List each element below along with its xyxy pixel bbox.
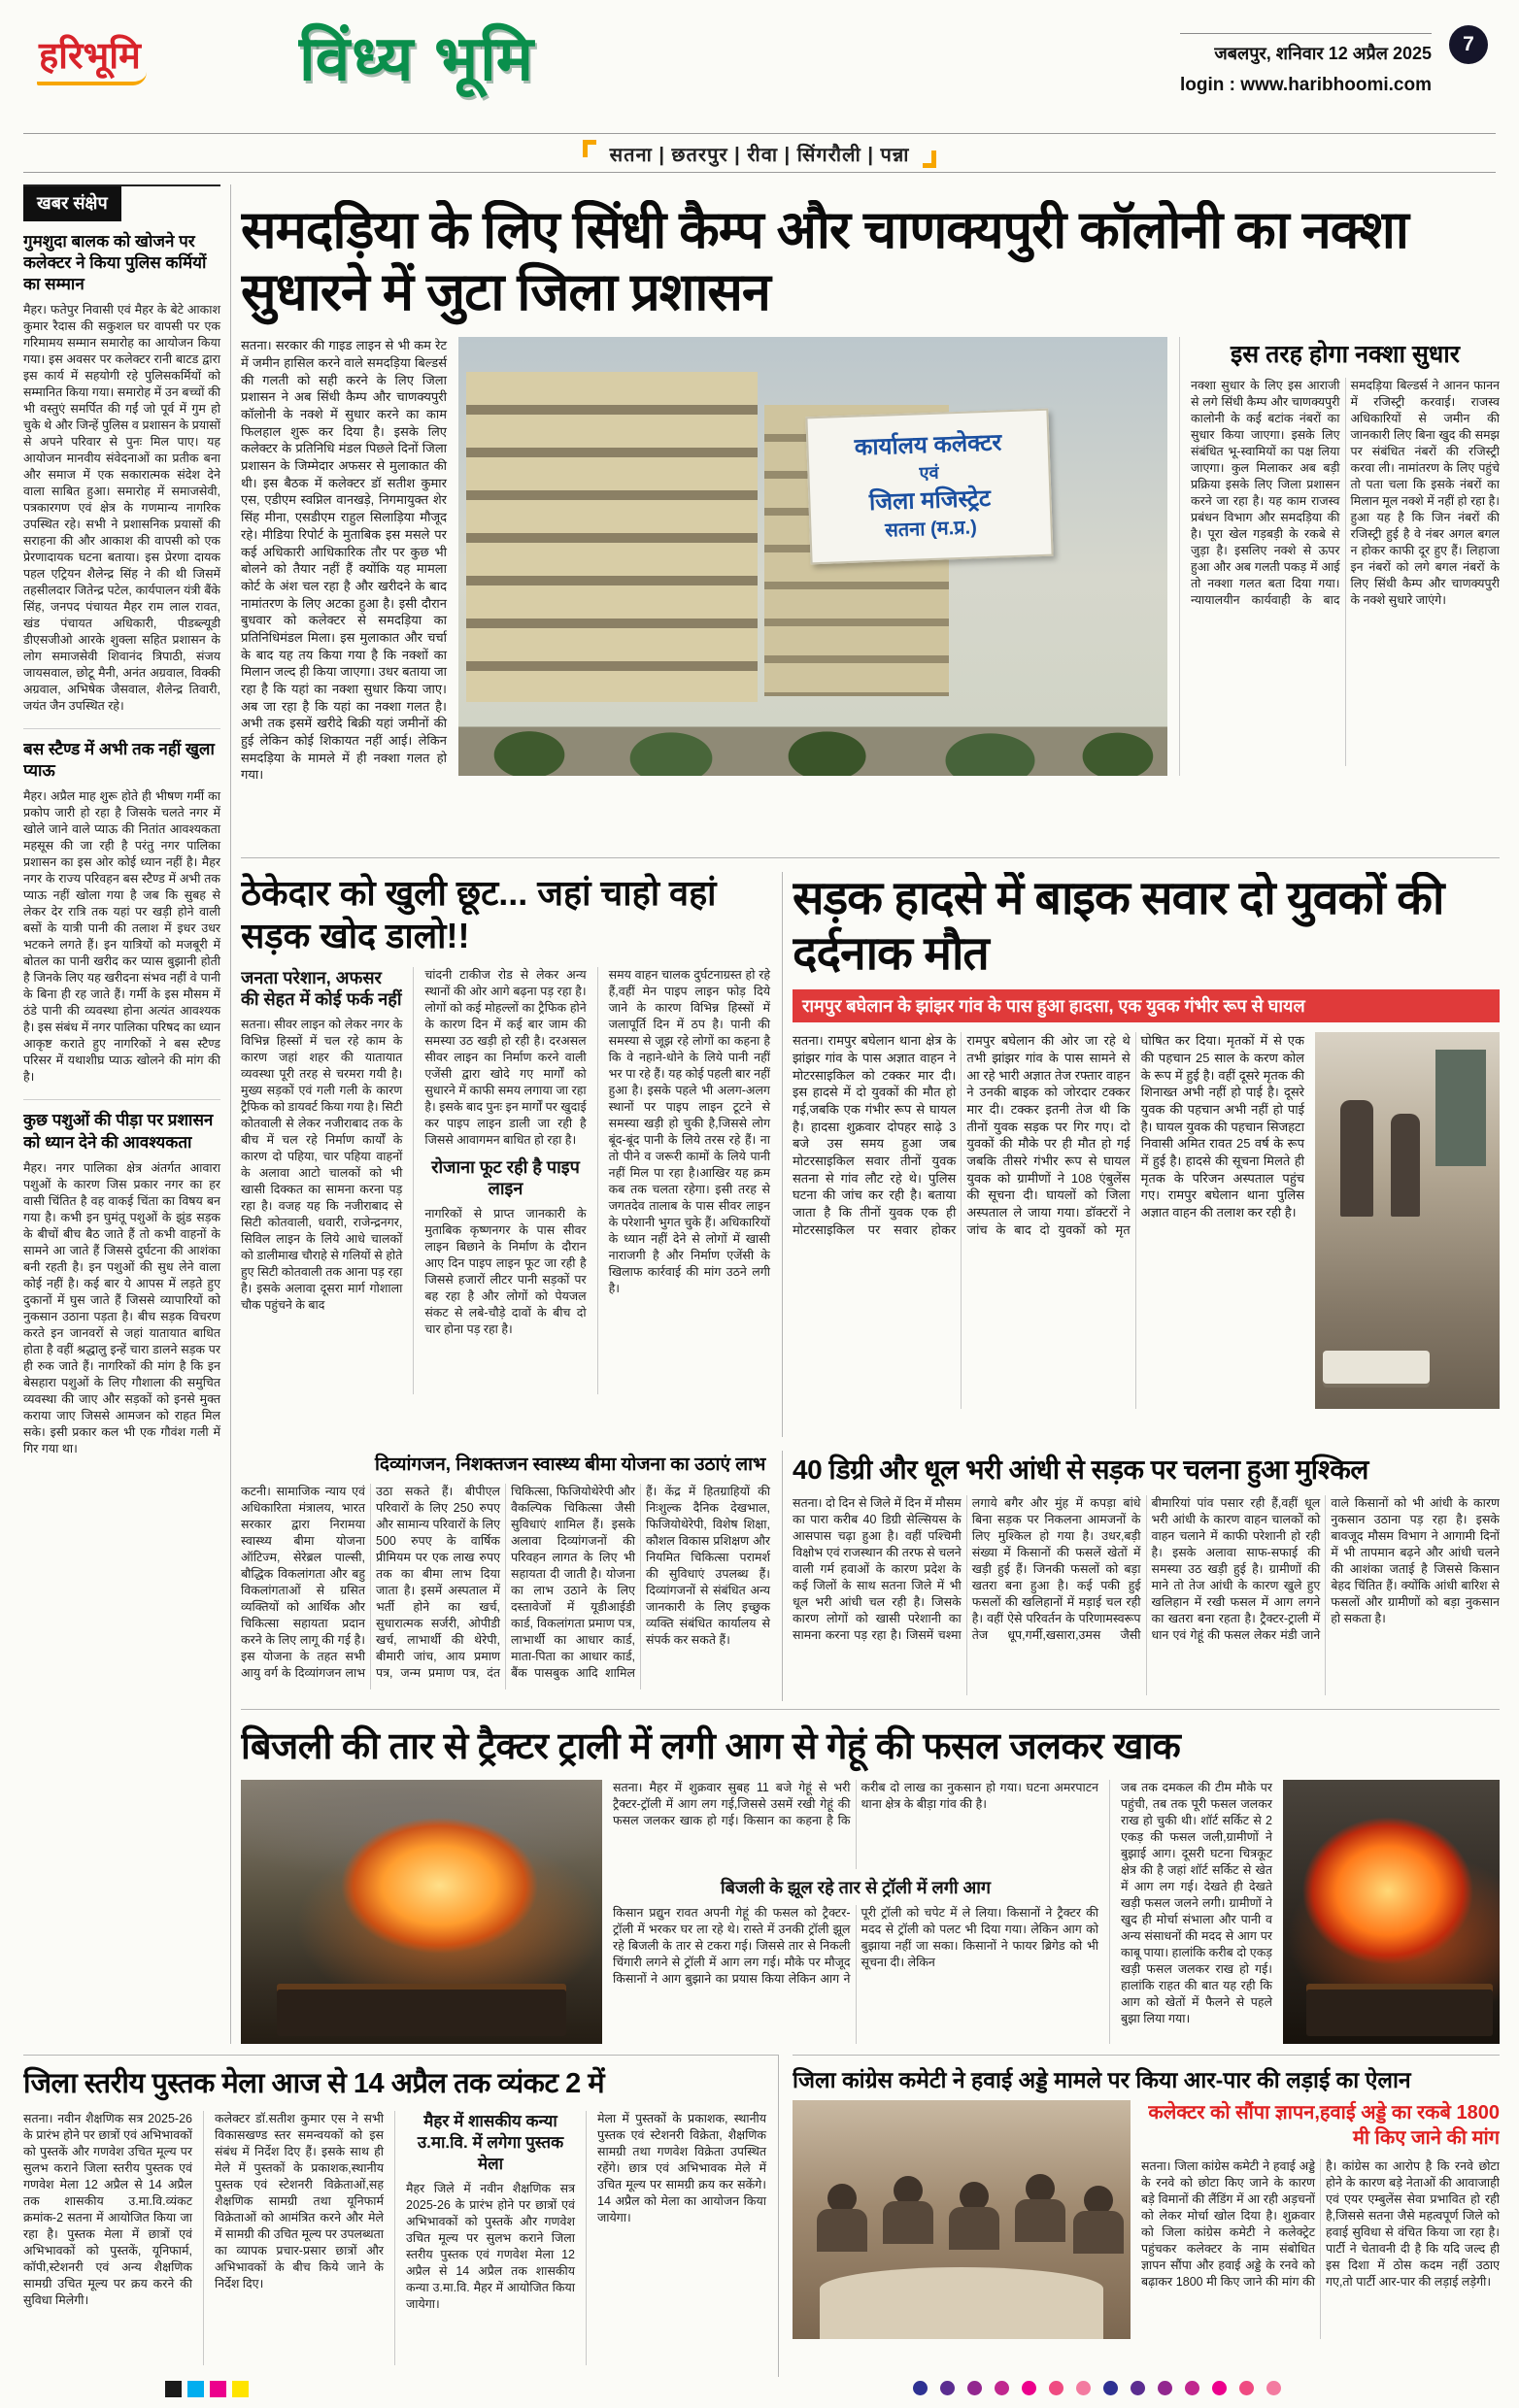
registration-dot	[1022, 2381, 1036, 2395]
registration-square	[210, 2381, 226, 2397]
bushes-shape	[458, 706, 1167, 776]
fire-content	[241, 1780, 1500, 2044]
heatwave-story	[793, 1451, 1500, 1701]
column-1	[241, 967, 402, 1394]
road-dig-subhead-2: रोजाना फूट रही है पाइप लाइन	[431, 1156, 580, 1199]
road-dig-body-3: समय वाहन चालक दुर्घटनाग्रस्त हो रहे हैं,वहीं मेन पाइप लाइन फोड़ दिये जाने के कारण विभिन्न हिस्सों में जलापूर्ति दिन में ठप है। पानी की समस्या से जूझ रहे लोगों का कहना है कि वे नहाने-धोने के लिये पानी नहीं भर पा रहे हैं। यह कोई पहली बार नहीं हुआ है। इसके पहले भी अलग-अलग स्थानों पर पाइप लाइन टूटने से समस्या खड़ी हो चुकी है,जिससे लोग बूंद-बूंद पानी के लिये तरस रहे हैं। ना तो पीने व जरूरी कामों के लिये पानी नहीं मिल पा रहा है।आखिर यह क्रम कब तक चलता रहेगा। इसी तरह से जगतदेव तालाब के पास सीवर लाइन के परेशानी भुगत चुके हैं। अधिकारियों के ध्यान नहीं देने से लोगों में खासी नाराजगी है और निर्माण एजेंसी के खिलाफ कार्रवाई की मांग उठने लगी है।	[608, 967, 770, 1295]
substory-headline: इस तरह होगा नक्शा सुधार	[1231, 341, 1460, 369]
brief-body: मैहर। फतेपुर निवासी एवं मैहर के बेटे आकाश कुमार रैदास की सकुशल घर वापसी पर एक गरिमामय सम्मान समारोह का आयोजन किया गया। इस अवसर पर कलेक्टर रानी बाटड द्वारा इस कार्य में सहयोगी रहे पुलिसकर्मियों को सम्मानित किया गया। समारोह में उन बच्चों की भी वस्तुएं समर्पित की गईं जो पूर्व में गुम हो चुके थे और जिन्हें पुलिस व प्रशासन के प्रयासों से अपने परिवार से पुनः मिल पाए। यह आयोजन मानवीय संवेदनाओं का प्रतीक बना और समाज में एक सकारात्मक संदेश देने वाला साबित हुआ। समारोह में समाजसेवी, पत्रकारगण एवं क्षेत्र के गणमान्य नागरिक उपस्थित रहे। सभी ने प्रशासनिक प्रयासों की सराहना की और आकाश की वापसी को एक प्रेरणादायक घटना बताया। इस प्रेरणा दायक पहल एट्रियन शैलेन्द्र सिंह ने की थी जिसमें तहसीलदार जितेन्द्र पटेल, कार्यपालन यंत्री बैंके सिंह, जनपद पंचायत मैहर राम लाल रावत, खंड पंचायत अधिकारी, पीडब्ल्यूडी डीएसजीओ आरके शुक्ला सहित प्रशासन के लोग समाजसेवी शिवानंद त्रिपाठी, संजय जायसवाल, छोटू मैनी, अनंत अग्रवाल, विक्की अग्रवाल, अभिषेक जैसवाल, शैलेन्द्र तिवारी, जयंत जैन उपस्थित रहे।	[23, 303, 220, 714]
registration-dot	[1076, 2381, 1091, 2395]
person-silhouette	[817, 2209, 867, 2252]
registration-dot	[1158, 2381, 1172, 2395]
congress-right	[1141, 2100, 1500, 2339]
insurance-story	[241, 1451, 783, 1701]
registration-dot	[967, 2381, 982, 2395]
road-dig-headline: ठेकेदार को खुली छूट... जहां चाहो वहां सड़क खोद डालो!!	[241, 873, 717, 955]
color-dots	[913, 2381, 1281, 2395]
road-dig-body-2b: नागरिकों से प्राप्त जानकारी के मुताबिक कृष्णनगर के पास सीवर लाइन बिछाने के निर्माण के दौरान आए दिन पाइप लाइन फूट जा रही है जिससे हजारों लीटर पानी सड़कों पर बह रहा है और लोगों को पेयजल संकट से लबे-चौड़े दावों के बीच दो चार होना पड़ रहा है।	[424, 1206, 587, 1336]
road-dig-subhead-1: जनता परेशान, अफसर की सेहत में कोई फर्क नहीं	[241, 967, 402, 1010]
brief-headline: बस स्टैण्ड में अभी तक नहीं खुला प्याऊ	[23, 740, 215, 781]
registration-dot	[913, 2381, 928, 2395]
column-1	[23, 2111, 192, 2365]
news-briefs-column	[23, 184, 231, 2044]
road-dig-columns	[241, 967, 770, 1394]
fire-body-1: सतना। मैहर में शुक्रवार सुबह 11 बजे गेहूं से भरी ट्रैक्टर-ट्रॉली में आग लग गई,जिससे उसमें रखी गेहूं की फसल जलकर खाक हो गई। किसान का कहना है कि करीब दो लाख का नुकसान हो गया। घटना अमरपाटन थाना क्षेत्र के बीड़ा गांव की है।	[613, 1781, 1098, 1827]
brief-headline: गुमशुदा बालक को खोजने पर कलेक्टर ने किया पुलिस कर्मियों का सम्मान	[23, 232, 207, 294]
fire-text-middle	[613, 1780, 1098, 2044]
substory-body: नक्शा सुधार के लिए इस आराजी से लगे सिंधी कैम्प और चाणक्यपुरी कालोनी के कई बटांक नंबरों का सुधार किया जाएगा। इसके लिए संबंधित भू-स्वामियों का पक्ष लिया जाएगा। कुल मिलाकर अब बड़ी प्रक्रिया इसके लिए जिला प्रशासन करने जा रहा है। यह काम राजस्व प्रबंधन विभाग और समदड़िया की है। पूरा खेल गड़बड़ी के रकबे से जुड़ा है। इसलिए नक्शे से ऊपर हुआ और अब गलती पकड़ में आई तो नक्शा गलत बता दिया गया। न्यायालयीन कार्यवाही के बाद समदड़िया बिल्डर्स ने आनन फानन में रजिस्ट्री करवाई। राजस्व अधिकारियों से जमीन की जानकारी लिए बिना खुद की समझ पर संबंधित नंबरों की रजिस्ट्री करवा ली। नामांतरण के लिए पहुंचे तो पता चला कि इसके नंबरों का मिलान मूल नक्शे में नहीं हो रहा है। हुआ यह है कि जिन नंबरों की रजिस्ट्री हुई है वे नंबर अगल बगल न होकर काफी दूर हुए हैं। लिहाजा इन नंबरों को लगे बगल नंबरों के लिए सिंधी कैम्प और चाणक्यपुरी के नक्शे सुधारे जाएंगे।	[1191, 379, 1500, 608]
column-4	[586, 2111, 766, 2365]
insurance-body: कटनी। सामाजिक न्याय एवं अधिकारिता मंत्रालय, भारत सरकार द्वारा निरामया स्वास्थ्य बीमा योजना ऑटिज्म, सेरेब्रल पाल्सी, बौद्धिक विकलांगता और बहु विकलांगताओं से ग्रसित व्यक्तियों को आर्थिक और चिकित्सा सहायता प्रदान करने के लिए लागू की गई है। इस योजना के तहत सभी आयु वर्ग के दिव्यांगजन लाभ उठा सकते हैं। बीपीएल परिवारों के लिए 250 रुपए और सामान्य परिवारों के लिए 500 रुपए के वार्षिक प्रीमियम पर एक लाख रुपए तक का बीमा लाभ दिया जाता है। इसमें अस्पताल में भर्ती होने का खर्च, सुधारात्मक सर्जरी, ओपीडी खर्च, लाभार्थी की थेरेपी, बीमारी जांच, आय प्रमाण पत्र, जन्म प्रमाण पत्र, दंत चिकित्सा, फिजियोथेरेपी और वैकल्पिक चिकित्सा जैसी सुविधाएं शामिल हैं। इसके अलावा दिव्यांगजनों की परिवहन लागत के लिए भी सहायता दी जाती है। योजना का लाभ उठाने के लिए दस्तावेजों में यूडीआईडी कार्ड, विकलांगता प्रमाण पत्र, लाभार्थी का आधार कार्ड, माता-पिता का आधार कार्ड, बैंक पासबुक आदि शामिल हैं। केंद्र में हितग्राहियों की निःशुल्क दैनिक देखभाल, फिजियोथेरेपी, विशेष शिक्षा, कौशल विकास प्रशिक्षण और नियमित चिकित्सा परामर्श की सुविधाएं उपलब्ध हैं। दिव्यांगजनों से संबंधित अन्य जानकारी के लिए इच्छुक व्यक्ति संबंधित कार्यालय से संपर्क कर सकते हैं।	[241, 1485, 770, 1680]
book-fair-subhead: मैहर में शासकीय कन्या उ.मा.वि. में लगेगा पुस्तक मेला	[417, 2112, 564, 2174]
congress-content	[793, 2100, 1500, 2339]
book-fair-body-4: मेला में पुस्तकों के प्रकाशक, स्थानीय पुस्तक एवं स्टेशनरी विक्रेता, शैक्षणिक सामग्री तथा गणवेश विक्रेता उपस्थित रहेंगे। छात्र एवं अभिभावक मेले में उचित मूल्य पर सामग्री क्रय कर सकेंगे। 14 अप्रैल को मेला का आयोजन किया जायेगा।	[597, 2112, 766, 2224]
fire-body-2: किसान प्रद्युन रावत अपनी गेहूं की फसल को ट्रैक्टर-ट्रॉली में भरकर घर ला रहे थे। रास्ते में उनकी ट्रॉली झूल रहे बिजली के तार से टकरा गई। जिससे तार से निकली चिंगारी लगने से ट्रॉली में आग लग गई। मौके पर मौजूद किसानों ने आग बुझाने का प्रयास किया लेकिन आग ने पूरी ट्रॉली को चपेट में ले लिया। किसानों ने ट्रैक्टर की मदद से ट्रॉली को पलट भी दिया गया। लेकिन आग को बुझाया नहीं जा सका। किसानों ने फायर ब्रिगेड को भी सूचना दी। लेकिन	[613, 1905, 1098, 1986]
person-silhouette	[883, 2201, 933, 2244]
cities-bar	[23, 136, 1496, 173]
lead-content	[241, 337, 1500, 783]
login-url: login : www.haribhoomi.com	[1180, 75, 1432, 95]
building-shape	[466, 372, 758, 702]
lead-headline: समदड़िया के लिए सिंधी कैम्प और चाणक्यपुरी कॉलोनी का नक्शा सुधारने में जुटा जिला प्रशासन	[241, 201, 1408, 321]
column-3	[597, 967, 770, 1394]
book-fair-headline: जिला स्तरीय पुस्तक मेला आज से 14 अप्रैल तक व्यंकट 2 में	[23, 2068, 605, 2099]
accident-headline: सड़क हादसे में बाइक सवार दो युवकों की दर्दनाक मौत	[793, 873, 1444, 980]
trolley-shape	[1306, 1984, 1493, 2036]
heatwave-body: सतना। दो दिन से जिले में दिन में मौसम का पारा करीब 40 डिग्री सेल्सियस के आसपास चढ़ा हुआ है। वहीं पश्चिमी विक्षोभ एवं राजस्थान की तरफ से चलने वाली गर्म हवाओं के कारण प्रदेश के कई जिलों के साथ सतना जिले में भी धूल भरी आंधी चल रही है। जिसके कारण लोगों को खासी परेशानी का सामना करना पड़ रहा है। जिसमें चश्मा लगाये बगैर और मुंह में कपड़ा बांधे बिना सड़क पर निकलना आमजनों के लिए मुश्किल हो गया है। उधर,बड़ी संख्या में किसानों की फसलें खेतों में खड़ी हुई हैं। जिनकी फसलों को बड़ा खतरा बना हुआ है। कई पकी हुई फसलों की खलिहानों में मड़ाई चल रही है। वहीं ऐसे परिवर्तन के परिणामस्वरूप तेज धूप,गर्मी,खसारा,उमस जैसी बीमारियां पांव पसार रही हैं,वहीं धूल भरी आंधी के कारण वाहन चालकों को वाहन चलाने में काफी परेशानी हो रही है। इसके अलावा साफ-सफाई की समस्या उठ खड़ी हुई है। ग्रामीणों की माने तो तेज आंधी के कारण खुले हुए खलिहान में रखी फसल में आग लगने का खतरा बना रहता है। ट्रैक्टर-ट्राली में धान एवं गेहूं की फसल लेकर मंडी जाने वाले किसानों को भी आंधी के कारण नुकसान उठाना पड़ रहा है। इसके बावजूद मौसम विभाग ने आगामी दिनों में भी तापमान बढ़ने और आंधी चलने की आशंका जताई है जिससे किसान बेहद चिंतित हैं। क्योंकि आंधी बारिश से फसलों और ग्रामीणों को बड़ा नुकसान हो सकता है।	[793, 1496, 1500, 1642]
registration-dot	[1212, 2381, 1227, 2395]
road-dig-story	[241, 872, 783, 1437]
fire-subhead: बिजली के झूल रहे तार से ट्रॉली में लगी आग	[720, 1878, 992, 1897]
column-2	[203, 2111, 384, 2365]
trolley-shape	[277, 1984, 566, 2036]
sign-line: एवं	[919, 463, 939, 485]
sign-line: कार्यालय कलेक्टर	[854, 429, 1002, 462]
dateline: जबलपुर, शनिवार 12 अप्रैल 2025	[1214, 44, 1432, 63]
accident-body: सतना। रामपुर बघेलान थाना क्षेत्र के झांझर गांव के पास अज्ञात वाहन ने मोटरसाइकिल को टक्कर मार दी। इस हादसे में दो युवकों की मौत हो गई,जबकि एक गंभीर रूप से घायल है। हादसा शुक्रवार दोपहर साढ़े 3 बजे उस समय हुआ जब मोटरसाइकिल सवार तीनों युवक सतना से गांव लौट रहे थे। पुलिस घटना की जांच कर रही है। बताया जाता है कि तीनों युवक एक ही मोटरसाइकिल पर सवार होकर रामपुर बघेलान की ओर जा रहे थे तभी झांझर गांव के पास सामने से आ रहे भारी अज्ञात तेज रफ्तार वाहन ने उनकी बाइक को जोरदार टक्कर मार दी। टक्कर इतनी तेज थी कि तीनों युवक सड़क पर गिर गए। दो युवकों की मौके पर ही मौत हो गई जबकि तीसरे गंभीर रूप से घायल युवक को ग्रामीणों ने 108 एंबुलेंस की सूचना दी। घायलों को जिला अस्पताल ले जाया गया। डॉक्टरों ने जांच के बाद दो युवकों को मृत घोषित कर दिया। मृतकों में से एक की पहचान 25 साल के करण कोल के रूप में हुई है। वहीं दूसरे मृतक की शिनाख्त अभी नहीं हो पाई है। दूसरे युवक की पहचान अभी नहीं हो पाई है। घायल युवक की पहचान सिजहटा निवासी अमित रावत 25 वर्ष के रूप में हुई है। हादसे की सूचना मिलते ही मृतक के परिजन अस्पताल पहुंच गए। रामपुर बघेलान थाना पुलिस अज्ञात वाहन की तलाश कर रही है।	[793, 1033, 1304, 1237]
page-number-badge: 7	[1449, 25, 1488, 64]
congress-body: सतना। जिला कांग्रेस कमेटी ने हवाई अड्डे के रनवे को छोटा किए जाने के कारण बड़े विमानों की लैंडिंग में आ रही अड़चनों को लेकर मोर्चा खोल दिया है। शुक्रवार को जिला कांग्रेस कमेटी ने कलेक्ट्रेट पहुंचकर कलेक्टर के नाम संबोधित ज्ञापन सौंपा और हवाई अड्डे के रनवे को बढ़ाकर 1800 मी किए जाने की मांग की है। कांग्रेस का आरोप है कि रनवे छोटा होने के कारण बड़े नेताओं की आवाजाही एवं एयर एम्बुलेंस सेवा प्रभावित हो रही है,जिससे सतना जैसे महत्वपूर्ण जिले को हवाई सुविधा से वंचित किया जा रहा है। पार्टी ने चेतावनी दी है कि यदि जल्द ही इस दिशा में ठोस कदम नहीं उठाए गए,तो पार्टी आर-पार की लड़ाई लड़ेगी।	[1141, 2159, 1500, 2289]
column-2	[413, 967, 586, 1394]
registration-dot	[1185, 2381, 1199, 2395]
collectorate-photo	[458, 337, 1167, 776]
book-fair-body-3: मैहर जिले में नवीन शैक्षणिक सत्र 2025-26 के प्रारंभ होने पर छात्रों एवं अभिभावकों को पुस्तकें और गणवेश उचित मूल्य पर सुलभ कराने जिला स्तरीय पुस्तक एवं गणवेश मेला 12 अप्रैल से 14 अप्रैल तक शासकीय कन्या उ.मा.वि. मैहर में आयोजित किया जायेगा।	[406, 2182, 575, 2312]
news-brief	[23, 729, 220, 1100]
right-bracket-ornament	[923, 150, 936, 168]
fire-story	[241, 1709, 1500, 2051]
accident-strap: रामपुर बघेलान के झांझर गांव के पास हुआ हादसा, एक युवक गंभीर रूप से घायल	[793, 989, 1500, 1022]
sign-line: जिला मजिस्ट्रेट	[868, 485, 992, 517]
registration-dot	[1239, 2381, 1254, 2395]
lead-story	[241, 200, 1500, 858]
lead-body: सतना। सरकार की गाइड लाइन से भी कम रेट में जमीन हासिल करने वाले समदड़िया बिल्डर्स की गलती को सही करने के लिए जिला प्रशासन ने अब सिंधी कैम्प और चाणक्यपुरी कॉलोनी के नक्शे में सुधार करने का काम फिलहाल शुरू कर दिया है। इसके लिए कलेक्टर के प्रतिनिधि मंडल पिछले दिनों जिला प्रशासन के जिम्मेदार अफसर से मुलाकात की थी। इस बैठक में कलेक्टर डॉ सतीश कुमार एस, एडीएम स्वप्निल वानखड़े, निगमायुक्त शेर सिंह मीना, एसडीएम राहुल सिलाड़िया मौजूद रहे। मीडिया रिपोर्ट के मुताबिक इस मसले पर कई अधिकारी आधिकारिक तौर पर कुछ भी बोलने को तैयार नहीं हैं क्योंकि यह मामला कोर्ट के अंश चल रहा है और खरीदने के बाद नामांतरण के लिए अटका हुआ है। इसी दौरान बुधवार को कलेक्टर से समदड़िया का प्रतिनिधिमंडल मिला। इस मुलाकात और चर्चा के बाद यह तय किया गया है कि नक्शों का मिलान जल्द ही किया जाएगा। उधर बताया जा रहा है कि यहां का नक्शा सुधार किया जाए। अब जा रहा है कि यहां का नक्शा गलत है। अभी तक इसमें खरीदे बिक्री यहां जमीनों की हुई लेकिन कोई शिकायत नहीं आई। लेकिन समदड़िया के मामले में ही नक्शा गलत हो गया।	[241, 338, 447, 783]
insurance-headline: दिव्यांगजन, निशक्तजन स्वास्थ्य बीमा योजना का उठाएं लाभ	[375, 1455, 766, 1475]
registration-dot	[1103, 2381, 1118, 2395]
accident-content	[793, 1032, 1500, 1409]
registration-dot	[1131, 2381, 1145, 2395]
column-3	[394, 2111, 575, 2365]
book-fair-story	[23, 2055, 779, 2377]
heatwave-headline: 40 डिग्री और धूल भरी आंधी से सड़क पर चलना हुआ मुश्किल	[793, 1455, 1368, 1485]
collectorate-sign	[805, 409, 1053, 565]
stretcher-shape	[1323, 1351, 1430, 1384]
road-dig-body-1: सतना। सीवर लाइन को लेकर नगर के विभिन्न हिस्सों में चल रहे काम के कारण जहां शहर की यातायात व्यवस्था पूरी तरह से चरमरा गयी है। मुख्य सड़कों एवं गली गली के कारण ट्रैफिक को डायवर्ट किया गया है। सिटी कोतवाली से लेकर नजीराबाद तक के बीच में चल रहे निर्माण कार्यों के कारण दो पहिया, चार पहिया वाहनों के अलावा आटो चालकों को भी खासी दिक्कत का सामना करना पड़ रहा है। वजह यह कि नजीराबाद से सिटी कोतवाली, धवारी, राजेन्द्रनगर, सिविल लाइन के लिये आधे चालकों को डालीमाख चौराहे से गलियों से होते हुए सिटी कोतवाली तक आना पड़ रहा है। इसके अलावा दूसरा मार्ग गोशाला चौक पहुंचने के बाद	[241, 1017, 403, 1312]
person-silhouette	[949, 2207, 999, 2250]
congress-story	[793, 2055, 1500, 2377]
meeting-photo	[793, 2100, 1131, 2339]
masthead-right	[1180, 33, 1432, 96]
fire-headline: बिजली की तार से ट्रैक्टर ट्राली में लगी आग से गेहूं की फसल जलकर खाक	[241, 1726, 1181, 1767]
congress-headline: जिला कांग्रेस कमेटी ने हवाई अड्डे मामले पर किया आर-पार की लड़ाई का ऐलान	[793, 2067, 1411, 2092]
brief-body: मैहर। नगर पालिका क्षेत्र अंतर्गत आवारा पशुओं के कारण जिस प्रकार नगर का हर वासी चिंतित है वह वाकई चिंता का विषय बन गया है। कभी इन घुमंतू पशुओं के झुंड सड़क के बीचों बीच बैठ जाते हैं तो कभी वाहनों के सामने आ जाते हैं जिससे दुर्घटना की आशंका बनी रहती है। इन पशुओं की सुध लेने वाला कोई नहीं है। कई बार ये आपस में लड़ते हुए दुकानों में घुस जाते हैं जिससे व्यापारियों को नुकसान उठाना पड़ता है। बीच सड़क विचरण करते इन जानवरों से जहां यातायात बाधित होता है वहीं श्रद्धालु इन्हें चारा डालने सड़क पर ही रुक जाते हैं। नागरिकों की मांग है कि इन बेसहारा पशुओं के लिए गौशाला की समुचित व्यवस्था की जाए और सड़कों को इनसे मुक्त कराया जाए जिससे आमजन को राहत मिल सके। इसी प्रकार कल भी एक गौवंश गली में गिर गया था।	[23, 1160, 220, 1455]
masthead	[23, 8, 1496, 134]
person-silhouette	[1391, 1114, 1420, 1217]
road-dig-body-2a: चांदनी टाकीज रोड से लेकर अन्य स्थानों की ओर आगे बढ़ना पड़ रहा है। लोगों को कई मोहल्लों का ट्रैफिक होने के कारण दिन में कई बार जाम की समस्या उठ खड़ी हो रही है। दरअसल सीवर लाइन का निर्माण करने वाली एजेंसी द्वारा खोदे गए मार्गों को सुधारने में काफी समय लगाया जा रहा है। इसके बाद पुनः इन मार्गों पर खुदाई कर पाइप लाइन डाली जा रही है जिससे आवागमन बाधित हो रहा है।	[424, 967, 587, 1147]
brief-body: मैहर। अप्रैल माह शुरू होते ही भीषण गर्मी का प्रकोप जारी हो रहा है जिसके चलते नगर में खोले जाने वाले प्याऊ की नितांत आवश्यकता महसूस की जा रही है परंतु नगर पालिका प्रशासन का इस ओर कोई ध्यान नहीं है। मैहर नगर के राज्य परिवहन बस स्टैण्ड में अभी तक प्याऊ नहीं खोला गया है जब कि सुबह से लेकर देर रात्रि तक यहां पर खड़ी होने वाली बसों के यात्री पानी की तलाश में इधर उधर भटकने लगते हैं। इन यात्रियों को मजबूरी में बोतल का पानी खरीद कर प्यास बुझानी होती है जिनके लिए यह खरीदना संभव नहीं वे पानी के बिना ही रह जाते हैं। गर्मी के इस मौसम में ठंडे पानी की व्यवस्था होना अत्यंत आवश्यक है। इस संबंध में नगर पालिका परिषद का ध्यान आकृष्ट कराते हुए नागरिकों ने बस स्टैण्ड परिसर में यथाशीघ्र प्याऊ खोलने की मांग की है।	[23, 789, 220, 1085]
brief-headline: कुछ पशुओं की पीड़ा पर प्रशासन को ध्यान देने की आवश्यकता	[23, 1111, 214, 1152]
haribhoomi-logo: हरिभूमि	[37, 29, 147, 85]
registration-dot	[1049, 2381, 1063, 2395]
news-brief	[23, 1100, 220, 1470]
registration-dot	[940, 2381, 955, 2395]
registration-dot	[995, 2381, 1009, 2395]
book-fair-columns	[23, 2111, 766, 2365]
burning-trolley-photo-right	[1283, 1780, 1500, 2044]
sign-line: सतना (म.प्र.)	[884, 517, 978, 543]
briefs-header-row	[23, 184, 220, 221]
burning-trolley-photo-left	[241, 1780, 602, 2044]
door-shape	[1435, 1050, 1486, 1166]
congress-strap: कलेक्टर को सौंपा ज्ञापन,हवाई अड्डे का रकबे 1800 मी किए जाने की मांग	[1148, 2102, 1500, 2149]
table-shape	[820, 2267, 1103, 2339]
hospital-photo	[1315, 1032, 1500, 1409]
registration-dot	[1266, 2381, 1281, 2395]
map-fix-substory	[1179, 337, 1500, 776]
edition-title: विंध्य भूमि	[299, 23, 535, 93]
color-squares	[165, 2381, 249, 2397]
registration-square	[232, 2381, 249, 2397]
registration-square	[187, 2381, 204, 2397]
left-bracket-ornament	[583, 140, 596, 157]
accident-story	[793, 872, 1500, 1437]
person-silhouette	[1015, 2199, 1065, 2242]
news-brief	[23, 221, 220, 729]
book-fair-body-2: कलेक्टर डॉ.सतीश कुमार एस ने सभी विकासखण्ड स्तर समन्वयकों को इस संबंध में निर्देश दिए हैं। इसके साथ ही मेले में पुस्तकों के प्रकाशक,स्थानीय पुस्तक एवं स्टेशनरी विक्रेताओं,सह शैक्षणिक सामग्री तथा यूनिफार्म विक्रेताओं को आमंत्रित करने और मेले में सामग्री की उचित मूल्य पर उपलब्धता का व्यापक प्रचार-प्रसार छात्रों और अभिभावकों के बीच किये जाने के निर्देश दिए।	[215, 2112, 384, 2291]
registration-square	[165, 2381, 182, 2397]
book-fair-body-1: सतना। नवीन शैक्षणिक सत्र 2025-26 के प्रारंभ होने पर छात्रों एवं अभिभावकों को पुस्तकें और गणवेश उचित मूल्य पर सुलभ कराने जिला स्तरीय पुस्तक एवं गणवेश मेला 12 अप्रैल से 14 अप्रैल तक शासकीय उ.मा.वि.व्यंकट क्रमांक-2 सतना में आयोजित किया जा रहा है। पुस्तक मेला में छात्रों एवं अभिभावकों को पुस्तकें, यूनिफार्म, कॉपी,स्टेशनरी एवं अन्य शैक्षणिक सामग्री उचित मूल्य पर क्रय करने की सुविधा मिलेगी।	[23, 2112, 192, 2307]
cities-list: सतना | छतरपुर | रीवा | सिंगरौली | पन्ना	[609, 145, 910, 166]
person-silhouette	[1340, 1100, 1373, 1217]
person-silhouette	[1073, 2211, 1124, 2254]
briefs-header: खबर संक्षेप	[23, 186, 121, 221]
fire-body-3: जब तक दमकल की टीम मौके पर पहुंची, तब तक पूरी फसल जलकर राख हो चुकी थी। शॉर्ट सर्किट से 2 एकड़ की फसल जली,ग्रामीणों ने बुझाई आग। दूसरी घटना चित्रकूट क्षेत्र की है जहां शॉर्ट सर्किट से खेत में आग लग गई। देखते ही देखते खड़ी फसल जलने लगी। ग्रामीणों ने खुद ही मोर्चा संभाला और पानी व अन्य संसाधनों की मदद से आग पर काबू पाया। हालांकि करीब दो एकड़ खड़ी फसल जलकर राख हो गई। हालांकि राहत की बात यह रही कि आग को खेतों में फैलने से पहले बुझा लिया गया।	[1109, 1780, 1272, 2044]
